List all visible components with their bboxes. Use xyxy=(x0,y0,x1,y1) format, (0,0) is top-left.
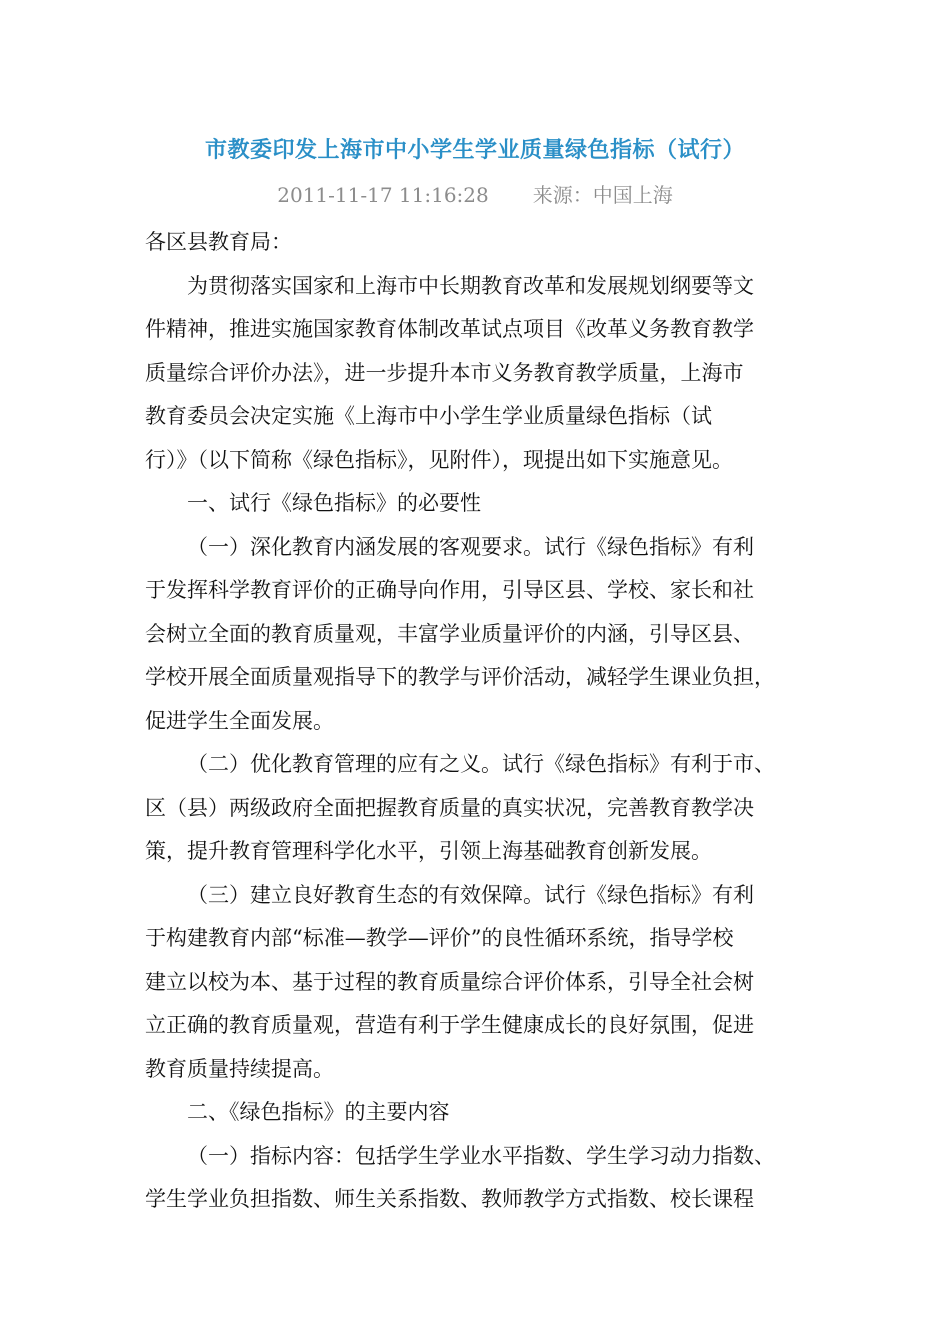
paragraph-line: 为贯彻落实国家和上海市中长期教育改革和发展规划纲要等文 xyxy=(187,273,754,298)
paragraph-line: 立正确的教育质量观，营造有利于学生健康成长的良好氛围，促进 xyxy=(145,1013,754,1037)
paragraph-line: （二）优化教育管理的应有之义。试行《绿色指标》有利于市、 xyxy=(187,752,775,776)
paragraph-line: 件精神，推进实施国家教育体制改革试点项目《改革义务教育教学 xyxy=(145,317,754,341)
paragraph-line: 质量综合评价办法》，进一步提升本市义务教育教学质量，上海市 xyxy=(145,360,744,385)
paragraph-line: 策，提升教育管理科学化水平，引领上海基础教育创新发展。 xyxy=(145,839,712,863)
document-body xyxy=(145,221,810,1222)
paragraph-line: 学校开展全面质量观指导下的教学与评价活动，减轻学生课业负担， xyxy=(145,665,775,689)
paragraph-line: （一）指标内容：包括学生学业水平指数、学生学习动力指数、 xyxy=(187,1143,775,1168)
paragraph-line: 促进学生全面发展。 xyxy=(145,708,334,733)
paragraph-line: 区（县）两级政府全面把握教育质量的真实状况，完善教育教学决 xyxy=(145,795,754,820)
paragraph-line: 于构建教育内部“标准—教学—评价”的良性循环系统，指导学校 xyxy=(145,926,734,950)
paragraph-line: （三）建立良好教育生态的有效保障。试行《绿色指标》有利 xyxy=(187,882,754,907)
document-meta xyxy=(0,180,950,210)
source-label: 来源：中国上海 xyxy=(532,183,673,207)
document-title: 市教委印发上海市中小学生学业质量绿色指标（试行） xyxy=(204,138,745,163)
salutation: 各区县教育局： xyxy=(145,230,292,254)
paragraph-line: 教育质量持续提高。 xyxy=(145,1056,334,1081)
paragraph-line: 行）》（以下简称《绿色指标》，见附件），现提出如下实施意见。 xyxy=(145,447,733,472)
paragraph-line: 学生学业负担指数、师生关系指数、教师教学方式指数、校长课程 xyxy=(145,1187,754,1211)
paragraph-line: 教育委员会决定实施《上海市中小学生学业质量绿色指标（试 xyxy=(145,404,712,428)
section-heading: 二、《绿色指标》的主要内容 xyxy=(187,1100,450,1124)
paragraph-line: 建立以校为本、基于过程的教育质量综合评价体系，引导全社会树 xyxy=(145,969,754,994)
paragraph-line: 会树立全面的教育质量观，丰富学业质量评价的内涵，引导区县、 xyxy=(145,621,754,646)
section-heading: 一、试行《绿色指标》的必要性 xyxy=(187,491,481,515)
paragraph-line: （一）深化教育内涵发展的客观要求。试行《绿色指标》有利 xyxy=(187,534,754,559)
publish-date: 2011-11-17 11:16:28 xyxy=(277,183,489,207)
paragraph-line: 于发挥科学教育评价的正确导向作用，引导区县、学校、家长和社 xyxy=(145,578,754,602)
